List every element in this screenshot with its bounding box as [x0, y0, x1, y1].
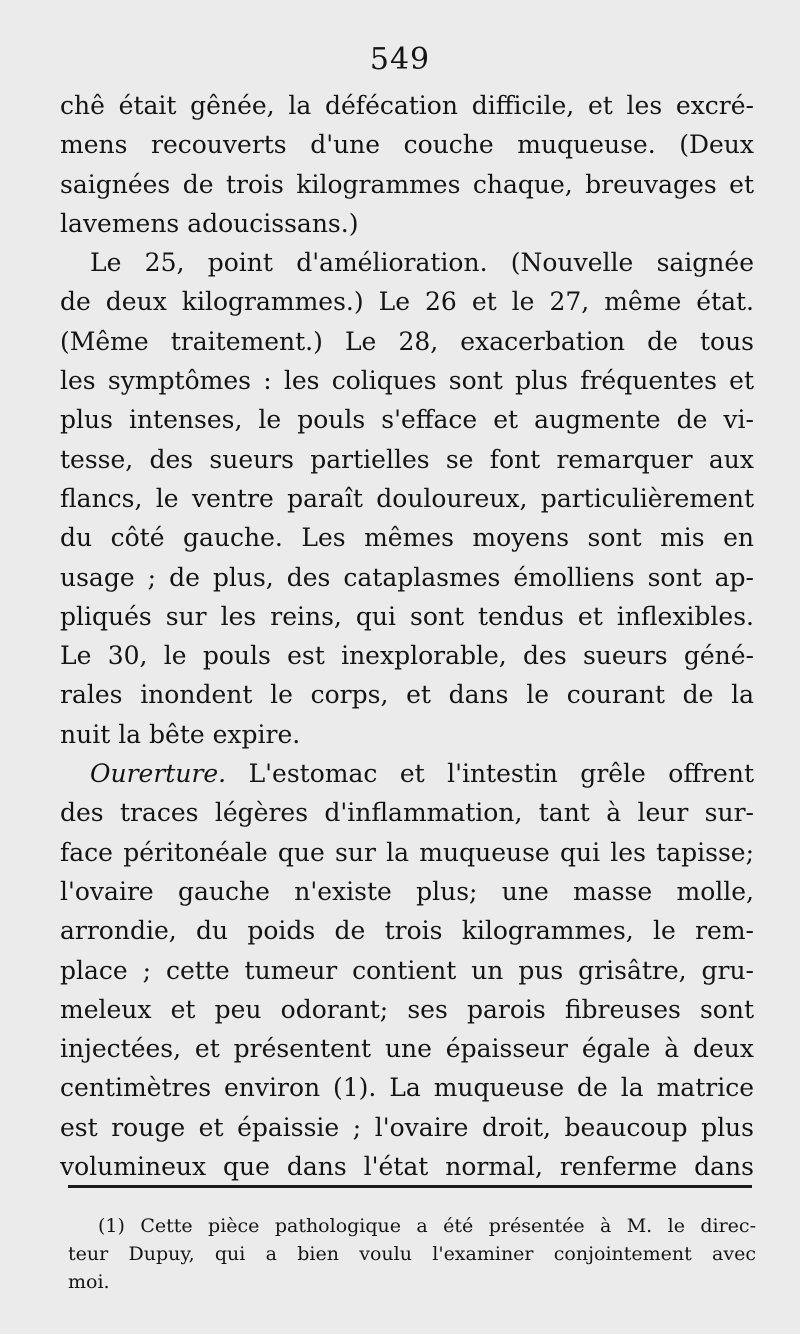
text-line: meleux et peu odorant; ses parois fibreuses sont [60, 994, 754, 1024]
footnote-line: moi. [68, 1271, 110, 1293]
footnote [68, 1212, 756, 1296]
section-label-ouverture: Ourerture. [90, 759, 227, 789]
text-line: nuit la bête expire. [60, 719, 301, 749]
text-line: volumineux que dans l'état normal, renferme dans [60, 1152, 754, 1182]
footnote-line: (1) Cette pièce pathologique a été présentée à M. le direc- [98, 1215, 756, 1237]
text-line: arrondie, du poids de trois kilogrammes, le rem- [60, 916, 754, 946]
text-line: l'ovaire gauche n'existe plus; une masse molle, [60, 876, 754, 906]
text-line [60, 754, 754, 793]
text-line: (Même traitement.) Le 28, exacerbation de tous [60, 326, 754, 356]
text-line: du côté gauche. Les mêmes moyens sont mis en [60, 523, 754, 553]
text-line: saignées de trois kilogrammes chaque, breuvages et [60, 169, 754, 199]
text-line: place ; cette tumeur contient un pus grisâtre, gru- [60, 955, 754, 985]
footnote-divider [68, 1185, 752, 1188]
text-line-rest: L'estomac et l'intestin grêle offrent [248, 759, 754, 789]
text-line: flancs, le ventre paraît douloureux, particulièrement [60, 483, 754, 513]
text-line: face péritonéale que sur la muqueuse qui les tapisse; [60, 837, 754, 867]
page-number: 549 [369, 42, 431, 77]
text-line: plus intenses, le pouls s'efface et augmente de vi- [60, 405, 754, 435]
footnote-line: teur Dupuy, qui a bien voulu l'examiner conjointement avec [68, 1243, 756, 1265]
text-line: les symptômes : les coliques sont plus fréquentes et [60, 366, 754, 396]
text-line: est rouge et épaissie ; l'ovaire droit, beaucoup plus [60, 1112, 754, 1142]
text-line: des traces légères d'inflammation, tant à leur sur- [60, 798, 754, 828]
text-line: centimètres environ (1). La muqueuse de la matrice [60, 1073, 754, 1103]
text-line: rales inondent le corps, et dans le courant de la [60, 680, 754, 710]
body-text [60, 86, 754, 1186]
text-line: injectées, et présentent une épaisseur égale à deux [60, 1034, 754, 1064]
text-line: chê était gênée, la défécation difficile, et les excré- [60, 91, 754, 120]
text-line: usage ; de plus, des cataplasmes émolliens sont ap- [60, 562, 754, 592]
text-line: Le 30, le pouls est inexplorable, des sueurs géné- [60, 641, 754, 671]
text-line: de deux kilogrammes.) Le 26 et le 27, même état. [60, 287, 754, 317]
text-line: tesse, des sueurs partielles se font remarquer aux [60, 444, 754, 474]
text-line: mens recouverts d'une couche muqueuse. (Deux [60, 130, 754, 160]
text-line: lavemens adoucissans.) [60, 208, 359, 238]
text-line: pliqués sur les reins, qui sont tendus et inflexibles. [60, 601, 754, 631]
text-line: Le 25, point d'amélioration. (Nouvelle saignée [90, 248, 754, 278]
